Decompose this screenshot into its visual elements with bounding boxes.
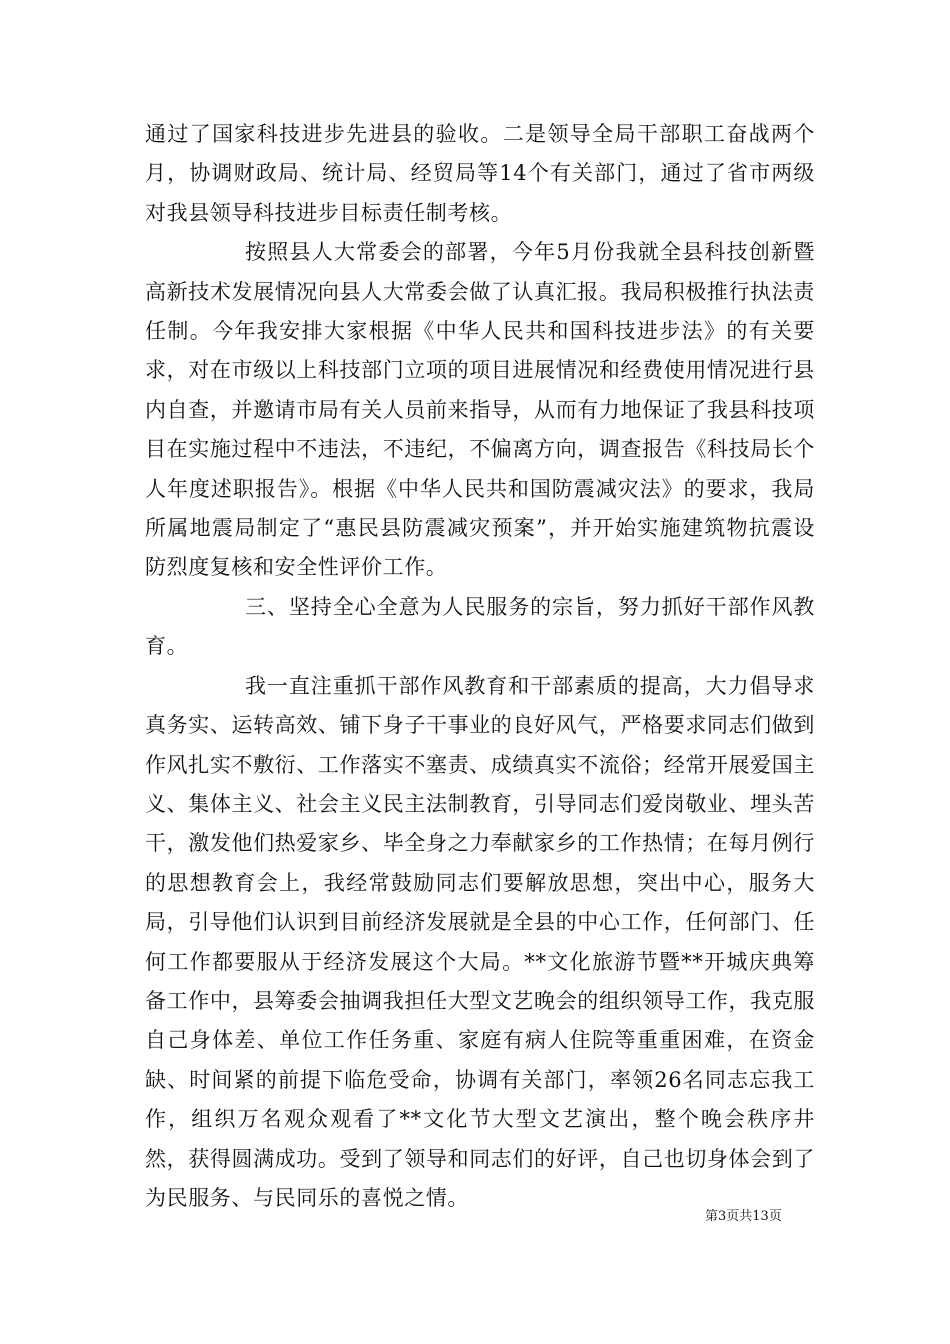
document-body — [145, 115, 815, 1218]
paragraph-npc-report: 按照县人大常委会的部署，今年5月份我就全县科技创新暨高新技术发展情况向县人大常委会做了认真汇报。我局积极推行执法责任制。今年我安排大家根据《中华人民共和国科技进步法》的有关要求，对在市级以上科技部门立项的项目进展情况和经费使用情况进行县内自查，并邀请市局有关人员前来指导，从而有力地保证了我县科技项目在实施过程中不违法，不违纪，不偏离方向，调查报告《科技局长个人年度述职报告》。根据《中华人民共和国防震减灾法》的要求，我局所属地震局制定了“惠民县防震减灾预案”，并开始实施建筑物抗震设防烈度复核和安全性评价工作。 — [145, 240, 815, 580]
paragraph-cadre-education: 我一直注重抓干部作风教育和干部素质的提高，大力倡导求真务实、运转高效、铺下身子干事业的良好风气，严格要求同志们做到作风扎实不敷衍、工作落实不塞责、成绩真实不流俗；经常开展爱国主义、集体主义、社会主义民主法制教育，引导同志们爱岗敬业、埋头苦干，激发他们热爱家乡、毕全身之力奉献家乡的工作热情；在每月例行的思想教育会上，我经常鼓励同志们要解放思想，突出中心，服务大局，引导他们认识到目前经济发展就是全县的中心工作，任何部门、任何工作都要服从于经济发展这个大局。**文化旅游节暨**开城庆典筹备工作中，县筹委会抽调我担任大型文艺晚会的组织领导工作，我克服自己身体差、单位工作任务重、家庭有病人住院等重重困难，在资金缺、时间紧的前提下临危受命，协调有关部门，率领26名同志忘我工作，组织万名观众观看了**文化节大型文艺演出，整个晚会秩序井然，获得圆满成功。受到了领导和同志们的好评，自己也切身体会到了为民服务、与民同乐的喜悦之情。 — [145, 673, 815, 1210]
page-number: 第3页共13页 — [705, 1209, 782, 1224]
paragraph-continuation: 通过了国家科技进步先进县的验收。二是领导全局干部职工奋战两个月，协调财政局、统计局、经贸局等14个有关部门，通过了省市两级对我县领导科技进步目标责任制考核。 — [145, 122, 815, 225]
section-heading-three: 三、坚持全心全意为人民服务的宗旨，努力抓好干部作风教育。 — [145, 594, 815, 659]
